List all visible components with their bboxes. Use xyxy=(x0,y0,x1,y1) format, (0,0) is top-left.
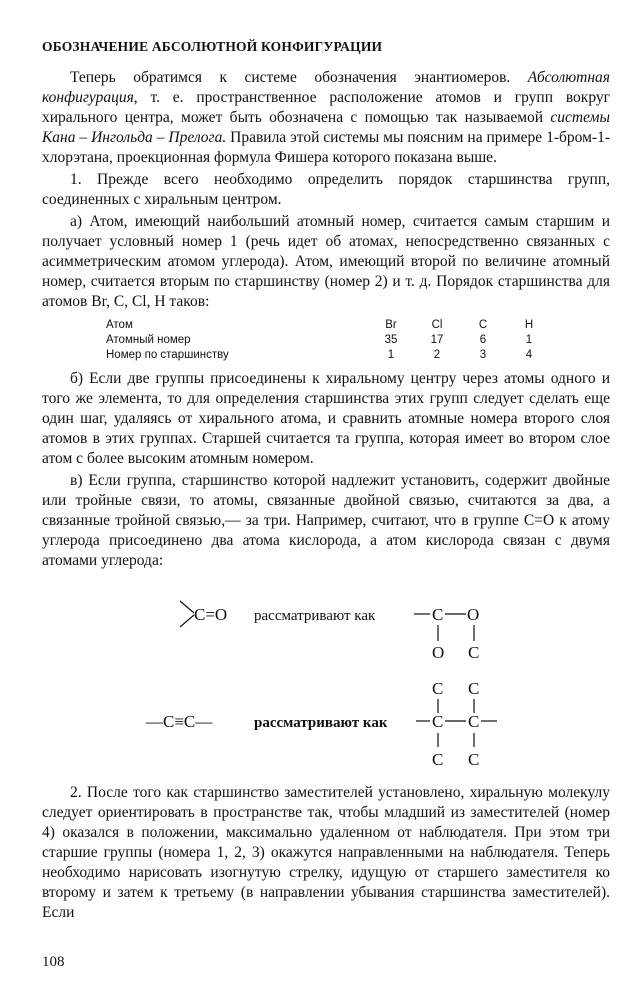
phrase-considered-as: рассматривают как xyxy=(254,715,388,731)
rule-c-paragraph: в) Если группа, старшинство которой надлежит установить, содержит двойные или тройные связи, то атомы, связанные двойной связью, считаются за два, а связанные тройной связью,— за три. Например, считают, что в группе C=O к атому углерода присоединено два атома кислорода, а атом кислорода связан с двумя атомами углерода: xyxy=(42,472,610,569)
term-absolute-configuration: Абсолютная конфигурация xyxy=(42,69,610,106)
atom-c: C xyxy=(432,712,444,731)
table-cell: 3 xyxy=(479,349,487,361)
atom-c: C xyxy=(468,643,480,662)
row-label: Атомный номер xyxy=(106,334,191,346)
row-label: Атом xyxy=(106,319,133,331)
table-row xyxy=(106,318,610,333)
atom-o: O xyxy=(432,643,445,662)
step-2-paragraph: 2. После того как старшинство заместителей установлено, хиральную молекулу следует ориентировать в пространстве так, чтобы младший из заместителей (номер 4) оказался в положении, максимально удаленном от наблюдателя. При этом три старшие группы (номера 1, 2, 3) окажутся направленными на наблюдателя. Теперь необходимо нарисовать изогнутую стрелку, идущую от старшего заместителя ко второму и затем к третьему (в направлении убывания старшинства заместителей). Если xyxy=(42,784,610,921)
table-cell: 1 xyxy=(525,334,533,346)
priority-table xyxy=(106,318,610,363)
table-cell: 4 xyxy=(525,349,533,361)
row-label: Номер по старшинству xyxy=(106,349,229,361)
table-row xyxy=(106,348,610,363)
table-row xyxy=(106,333,610,348)
table-cell: H xyxy=(524,319,534,331)
atom-c: C xyxy=(468,679,480,698)
phrase-considered-as: рассматривают как xyxy=(254,608,376,624)
bond-line xyxy=(180,601,194,613)
table-cell: C xyxy=(478,319,488,331)
intro-paragraph xyxy=(42,68,610,168)
step-1-paragraph: 1. Прежде всего необходимо определить порядок старшинства групп, соединенных с хиральным центром. xyxy=(42,171,610,208)
alkyne-group: —C≡C— xyxy=(146,712,213,731)
atom-c: C xyxy=(468,712,480,731)
intro-text-2: , т. е. пространственное расположение атомов и групп вокруг хирального центра, может быть обозначена с помощью так называемой xyxy=(42,89,610,126)
section-heading: ОБОЗНАЧЕНИЕ АБСОЛЮТНОЙ КОНФИГУРАЦИИ xyxy=(42,39,383,54)
bond-expansion-figure xyxy=(42,583,610,783)
table-cell: Cl xyxy=(431,319,443,331)
bond-line xyxy=(180,615,194,627)
table-cell: 2 xyxy=(433,349,441,361)
page-number: 108 xyxy=(42,954,65,970)
table-cell: 6 xyxy=(479,334,487,346)
intro-text-1: Теперь обратимся к системе обозначения энантиомеров. xyxy=(70,69,528,86)
atom-c: C xyxy=(468,750,480,769)
table-cell: 17 xyxy=(430,334,444,346)
rule-b-paragraph: б) Если две группы присоединены к хиральному центру через атомы одного и того же элемента, то для определения старшинства этих групп следует сделать еще один шаг, удаляясь от хирального атома, и сравнить атомные номера второго слоя атомов в этих группах. Старшей считается та группа, которая имеет во втором слое атом с более высоким атомным номером. xyxy=(42,370,610,467)
atom-c: C xyxy=(432,605,444,624)
table-cell: 35 xyxy=(384,334,398,346)
term-cip-system: системы Кана – Ингольда – Прелога. xyxy=(42,109,610,146)
intro-text-3: Правила этой системы мы поясним на примере 1-бром-1-хлорэтана, проекционная формула Фишера которого показана выше. xyxy=(42,129,610,166)
rule-a-paragraph: а) Атом, имеющий наибольший атомный номер, считается самым старшим и получает условный номер 1 (речь идет об атомах, непосредственно связанных с асимметрическим атомом углерода). Атом, имеющий второй по величине атомный номер, считается вторым по старшинству (номер 2) и т. д. Порядок старшинства для атомов Br, C, Cl, H таков: xyxy=(42,213,610,310)
atom-o: O xyxy=(467,605,480,624)
atom-c: C xyxy=(432,750,444,769)
table-cell: 1 xyxy=(387,349,395,361)
carbonyl-group: C=O xyxy=(194,605,228,624)
atom-c: C xyxy=(432,679,444,698)
page-content xyxy=(42,38,610,923)
table-cell: Br xyxy=(385,319,397,331)
